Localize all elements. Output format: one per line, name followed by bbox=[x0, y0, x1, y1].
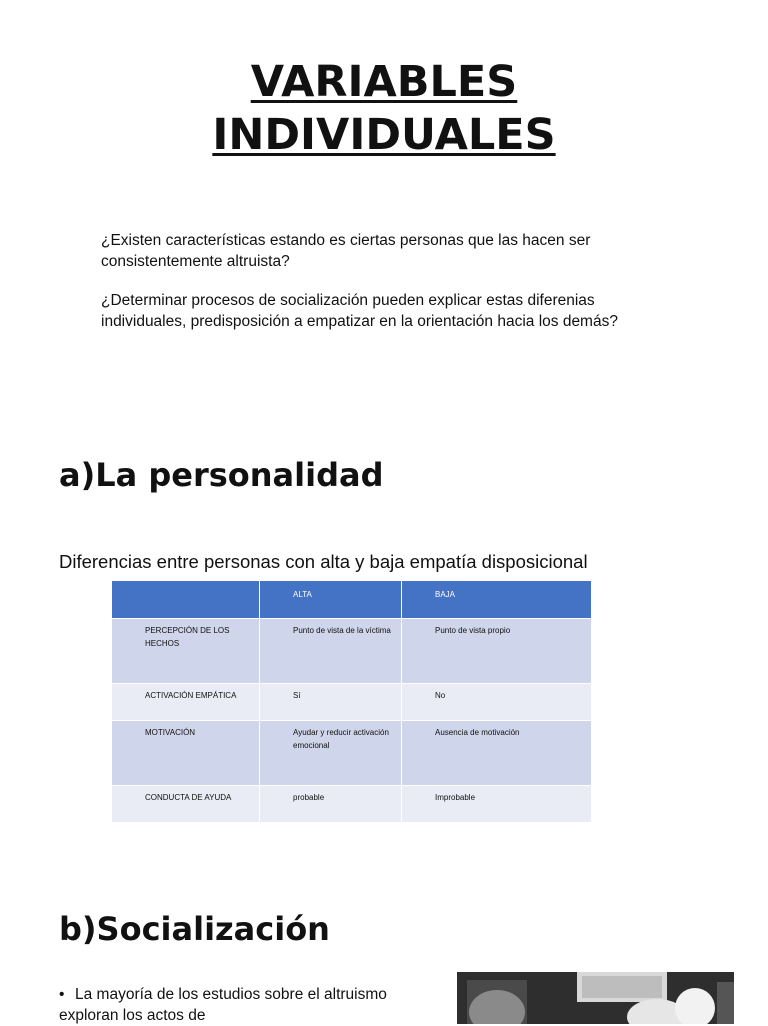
cell-baja: Ausencia de motivación bbox=[402, 721, 592, 786]
cell-alta: Sí bbox=[260, 684, 402, 721]
photo-image bbox=[457, 972, 734, 1024]
table-row bbox=[112, 684, 592, 721]
row-label: CONDUCTA DE AYUDA bbox=[112, 786, 260, 823]
header-cell-baja: BAJA bbox=[402, 581, 592, 619]
empathy-table bbox=[111, 580, 592, 823]
table-row bbox=[112, 619, 592, 684]
section-a-heading: a)La personalidad bbox=[59, 456, 384, 494]
section-b-heading: b)Socialización bbox=[59, 910, 330, 948]
cell-baja: Punto de vista propio bbox=[402, 619, 592, 684]
cell-alta: Ayudar y reducir activación emocional bbox=[260, 721, 402, 786]
bullet-text: La mayoría de los estudios sobre el altruismo exploran los actos de bbox=[59, 986, 387, 1024]
table-row bbox=[112, 721, 592, 786]
header-cell-empty bbox=[112, 581, 260, 619]
title-line-1: VARIABLES bbox=[250, 57, 518, 107]
table-header-row bbox=[112, 581, 592, 619]
cell-baja: No bbox=[402, 684, 592, 721]
intro-question-1: ¿Existen características estando es ciertas personas que las hacen ser consistentemente altruista? bbox=[101, 232, 591, 270]
page-title bbox=[0, 56, 768, 162]
title-line-2: INDIVIDUALES bbox=[212, 110, 556, 160]
header-cell-alta: ALTA bbox=[260, 581, 402, 619]
cell-alta: probable bbox=[260, 786, 402, 823]
intro-question-2: ¿Determinar procesos de socialización pueden explicar estas diferenias individuales, predisposición a empatizar en la orientación hacia los demás? bbox=[101, 292, 618, 330]
bullet-item bbox=[59, 985, 389, 1026]
cell-baja: Improbable bbox=[402, 786, 592, 823]
bullet-marker: • bbox=[59, 986, 65, 1003]
cell-alta: Punto de vista de la víctima bbox=[260, 619, 402, 684]
row-label: MOTIVACIÓN bbox=[112, 721, 260, 786]
row-label: PERCEPCIÓN DE LOS HECHOS bbox=[112, 619, 260, 684]
row-label: ACTIVACIÓN EMPÁTICA bbox=[112, 684, 260, 721]
table-caption: Diferencias entre personas con alta y baja empatía disposicional bbox=[59, 551, 588, 572]
table-row bbox=[112, 786, 592, 823]
photo-illustration bbox=[457, 972, 734, 1024]
